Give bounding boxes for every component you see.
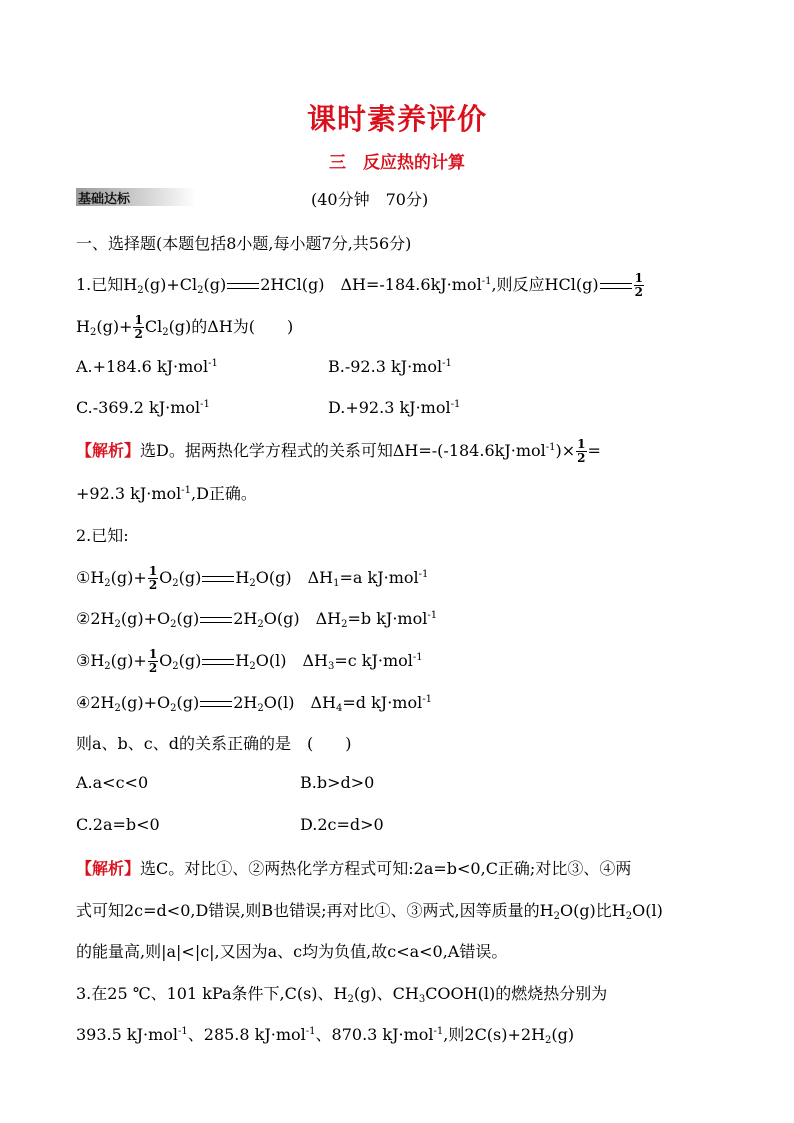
page-subtitle: 三 反应热的计算 [329,153,465,173]
analysis-tag: 【解析】 [76,859,141,878]
q2-option-c[interactable]: C.2a=b<0 [76,815,160,834]
page-title: 课时素养评价 [306,102,487,136]
section-banner [76,188,196,206]
q1-analysis-line2: +92.3 kJ·mol$^{-1}$,D正确。 [76,484,257,503]
time-score: (40分钟 70分) [311,190,429,209]
equals-arrow-icon [200,617,232,623]
q1-stem-line2: $H_2(g)+$ $\frac{1}{2}$ $Cl_2(g)$的ΔH为( ) [76,313,294,341]
equals-arrow-icon [200,701,232,707]
q2-question: 则a、b、c、d的关系正确的是 ( ) [76,734,352,753]
q2-option-d[interactable]: D.2c=d>0 [300,815,384,834]
q3-stem-line2: 393.5 kJ·mol$^{-1}$、285.8 kJ·mol$^{-1}$、870.3 kJ·mol$^{-1}$,则$2C(s)+2H_2(g)$ [76,1025,575,1046]
q1-option-c[interactable]: C.-369.2 kJ·mol$^{-1}$ [76,398,210,417]
q2-equation-3: $③H_2(g)+$ $\frac{1}{2}$ $O_2(g)$ $H_2O(l)$ $\Delta H_3=c$ kJ·mol$^{-1}$ [76,647,423,675]
fraction-half: $\frac{1}{2}$ [148,647,158,675]
fraction-half: $\frac{1}{2}$ [134,313,143,341]
equals-arrow-icon [202,576,234,582]
analysis-tag: 【解析】 [76,441,141,460]
q2-analysis-line1: 【解析】选C。对比①、②两热化学方程式可知:2a=b<0,C正确;对比③、④两 [76,859,632,878]
q1-option-b[interactable]: B.-92.3 kJ·mol$^{-1}$ [328,357,452,376]
q2-option-a[interactable]: A.a<c<0 [76,773,149,792]
banner-label: 基础达标 [78,192,131,207]
q1-stem-line1: 1.已知$H_2(g)+Cl_2(g)$ 2HCl(g) ΔH=-184.6kJ·mol$^{-1}$,则反应HCl(g) $\frac{1}{2}$ [76,271,643,299]
q2-stem: 2.已知: [76,526,129,545]
q2-equation-4: $④2H_2(g)+O_2(g)$ $2H_2O(l)$ $\Delta H_4=d$ kJ·mol$^{-1}$ [76,693,432,714]
fraction-half: $\frac{1}{2}$ [577,437,586,465]
q2-equation-2: $②2H_2(g)+O_2(g)$ $2H_2O(g)$ $\Delta H_2=b$ kJ·mol$^{-1}$ [76,609,438,630]
q3-stem-line1: 3.在25 ℃、101 kPa条件下,C(s)、$H_2(g)$、$CH_3COOH(l)$的燃烧热分别为 [76,984,608,1005]
section-heading: 一、选择题(本题包括8小题,每小题7分,共56分) [76,234,412,253]
fraction-half: $\frac{1}{2}$ [634,271,643,299]
equals-arrow-icon [202,659,234,665]
equals-arrow-icon [227,283,259,289]
q2-analysis-line3: 的能量高,则|a|<|c|,又因为a、c均为负值,故c<a<0,A错误。 [76,942,508,961]
q1-analysis-line1: 【解析】选D。据两热化学方程式的关系可知ΔH=-(-184.6kJ·mol$^{-1}$)× $\frac{1}{2}$ = [76,437,601,465]
q2-analysis-line2: 式可知2c=d<0,D错误,则B也错误;再对比①、③两式,因等质量的$H_2O(g)$比$H_2O(l)$ [76,901,663,922]
q1-option-a[interactable]: A.+184.6 kJ·mol$^{-1}$ [76,357,218,376]
equals-arrow-icon [600,283,632,289]
fraction-half: $\frac{1}{2}$ [148,564,158,592]
q2-equation-1: $①H_2(g)+$ $\frac{1}{2}$ $O_2(g)$ $H_2O(g)$ $\Delta H_1=a$ kJ·mol$^{-1}$ [76,564,429,592]
q1-option-d[interactable]: D.+92.3 kJ·mol$^{-1}$ [328,398,461,417]
q2-option-b[interactable]: B.b>d>0 [300,773,375,792]
